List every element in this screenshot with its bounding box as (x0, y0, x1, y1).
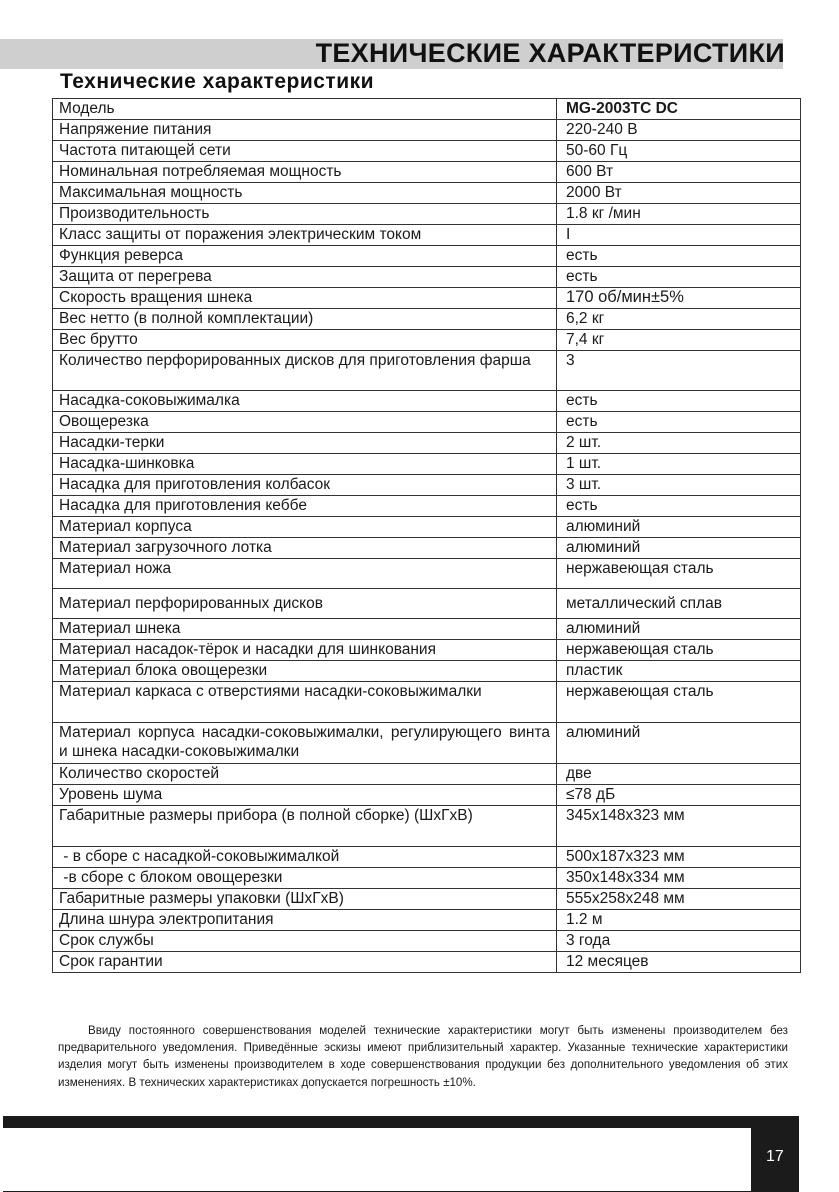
table-row (53, 910, 801, 931)
spec-label: Материал блока овощерезки (53, 661, 557, 682)
spec-value: 555х258х248 мм (557, 889, 801, 910)
table-row (53, 847, 801, 868)
spec-label: Насадка-соковыжималка (53, 391, 557, 412)
table-row (53, 785, 801, 806)
spec-label: -в сборе с блоком овощерезки (53, 868, 557, 889)
table-row (53, 538, 801, 559)
spec-value: алюминий (557, 517, 801, 538)
spec-value: 3 года (557, 931, 801, 952)
table-row (53, 141, 801, 162)
table-row (53, 225, 801, 246)
page-number: 17 (766, 1148, 784, 1165)
table-row (53, 412, 801, 433)
spec-value: есть (557, 246, 801, 267)
spec-value: металлический сплав (557, 589, 801, 619)
table-row (53, 309, 801, 330)
spec-value: 1.8 кг /мин (557, 204, 801, 225)
table-row (53, 723, 801, 764)
spec-label: Насадка для приготовления колбасок (53, 475, 557, 496)
table-row (53, 589, 801, 619)
spec-value: нержавеющая сталь (557, 559, 801, 589)
spec-label: Длина шнура электропитания (53, 910, 557, 931)
table-row (53, 806, 801, 847)
section-title: Технические характеристики (60, 70, 375, 93)
spec-label: Материал ножа (53, 559, 557, 589)
spec-label: Уровень шума (53, 785, 557, 806)
table-row (53, 183, 801, 204)
spec-label: Материал загрузочного лотка (53, 538, 557, 559)
table-row (53, 120, 801, 141)
table-row (53, 162, 801, 183)
spec-label: Скорость вращения шнека (53, 288, 557, 309)
spec-value: 1.2 м (557, 910, 801, 931)
spec-value: есть (557, 267, 801, 288)
spec-label: Срок гарантии (53, 952, 557, 973)
spec-label: Насадки-терки (53, 433, 557, 454)
spec-label: Максимальная мощность (53, 183, 557, 204)
spec-label: Насадка-шинковка (53, 454, 557, 475)
spec-value: 6,2 кг (557, 309, 801, 330)
spec-value: две (557, 764, 801, 785)
spec-value: 3 (557, 351, 801, 391)
table-row (53, 246, 801, 267)
spec-value: 12 месяцев (557, 952, 801, 973)
spec-label: Защита от перегрева (53, 267, 557, 288)
table-row (53, 889, 801, 910)
spec-value: 1 шт. (557, 454, 801, 475)
table-row (53, 204, 801, 225)
spec-value: алюминий (557, 619, 801, 640)
footnote: Ввиду постоянного совершенствования моделей технические характеристики могут быть изменены производителем без предварительного уведомления. Приведённые эскизы имеют приблизительный характер. Указанные технические характеристики изделия могут быть изменены производителем в ходе совершенствования продукции без дополнительного уведомления об этих изменениях. В технических характеристиках допускается погрешность ±10%. (58, 1023, 788, 1089)
spec-value: есть (557, 496, 801, 517)
spec-label: Материал корпуса (53, 517, 557, 538)
table-row (53, 764, 801, 785)
spec-label: - в сборе с насадкой-соковыжималкой (53, 847, 557, 868)
table-row (53, 99, 801, 120)
table-row (53, 496, 801, 517)
spec-label: Вес брутто (53, 330, 557, 351)
spec-value: 170 об/мин±5% (557, 288, 801, 309)
spec-value: 600 Вт (557, 162, 801, 183)
spec-label: Овощерезка (53, 412, 557, 433)
spec-label: Габаритные размеры упаковки (ШхГхВ) (53, 889, 557, 910)
spec-label: Функция реверса (53, 246, 557, 267)
page-header-title: ТЕХНИЧЕСКИЕ ХАРАКТЕРИСТИКИ (315, 38, 785, 68)
spec-label: Вес нетто (в полной комплектации) (53, 309, 557, 330)
spec-value: 2000 Вт (557, 183, 801, 204)
spec-value: 345х148х323 мм (557, 806, 801, 847)
spec-value: 350х148х334 мм (557, 868, 801, 889)
table-row (53, 661, 801, 682)
table-row (53, 288, 801, 309)
spec-value: алюминий (557, 723, 801, 764)
table-row (53, 391, 801, 412)
spec-label: Габаритные размеры прибора (в полной сборке) (ШхГхВ) (53, 806, 557, 847)
spec-value: 500х187х323 мм (557, 847, 801, 868)
spec-value: нержавеющая сталь (557, 682, 801, 723)
spec-label: Срок службы (53, 931, 557, 952)
table-row (53, 454, 801, 475)
table-row (53, 868, 801, 889)
spec-value: MG-2003TC DC (557, 99, 801, 120)
spec-label: Материал шнека (53, 619, 557, 640)
footer-panel (3, 1128, 751, 1191)
table-row (53, 351, 801, 391)
table-row (53, 559, 801, 589)
spec-value: 3 шт. (557, 475, 801, 496)
spec-value: пластик (557, 661, 801, 682)
table-row (53, 682, 801, 723)
table-row (53, 931, 801, 952)
spec-value: 7,4 кг (557, 330, 801, 351)
spec-value: 220-240 В (557, 120, 801, 141)
spec-value: ≤78 дБ (557, 785, 801, 806)
spec-label: Частота питающей сети (53, 141, 557, 162)
spec-label: Насадка для приготовления кеббе (53, 496, 557, 517)
spec-label: Номинальная потребляемая мощность (53, 162, 557, 183)
table-row (53, 517, 801, 538)
table-row (53, 267, 801, 288)
table-row (53, 640, 801, 661)
spec-value: I (557, 225, 801, 246)
spec-label: Производительность (53, 204, 557, 225)
spec-label: Класс защиты от поражения электрическим током (53, 225, 557, 246)
spec-label: Материал перфорированных дисков (53, 589, 557, 619)
spec-label: Модель (53, 99, 557, 120)
spec-value: алюминий (557, 538, 801, 559)
spec-value: есть (557, 391, 801, 412)
spec-value: 2 шт. (557, 433, 801, 454)
spec-label: Количество скоростей (53, 764, 557, 785)
spec-label: Материал каркаса с отверстиями насадки-соковыжималки (53, 682, 557, 723)
table-row (53, 433, 801, 454)
table-row (53, 952, 801, 973)
spec-label: Материал корпуса насадки-соковыжималки, регулирующего винта и шнека насадки-соковыжималки (53, 723, 557, 764)
spec-value: 50-60 Гц (557, 141, 801, 162)
table-row (53, 475, 801, 496)
spec-label: Напряжение питания (53, 120, 557, 141)
spec-value: есть (557, 412, 801, 433)
spec-label: Количество перфорированных дисков для приготовления фарша (53, 351, 557, 391)
spec-value: нержавеющая сталь (557, 640, 801, 661)
table-row (53, 619, 801, 640)
table-row (53, 330, 801, 351)
spec-label: Материал насадок-тёрок и насадки для шинкования (53, 640, 557, 661)
specs-table (52, 98, 801, 973)
